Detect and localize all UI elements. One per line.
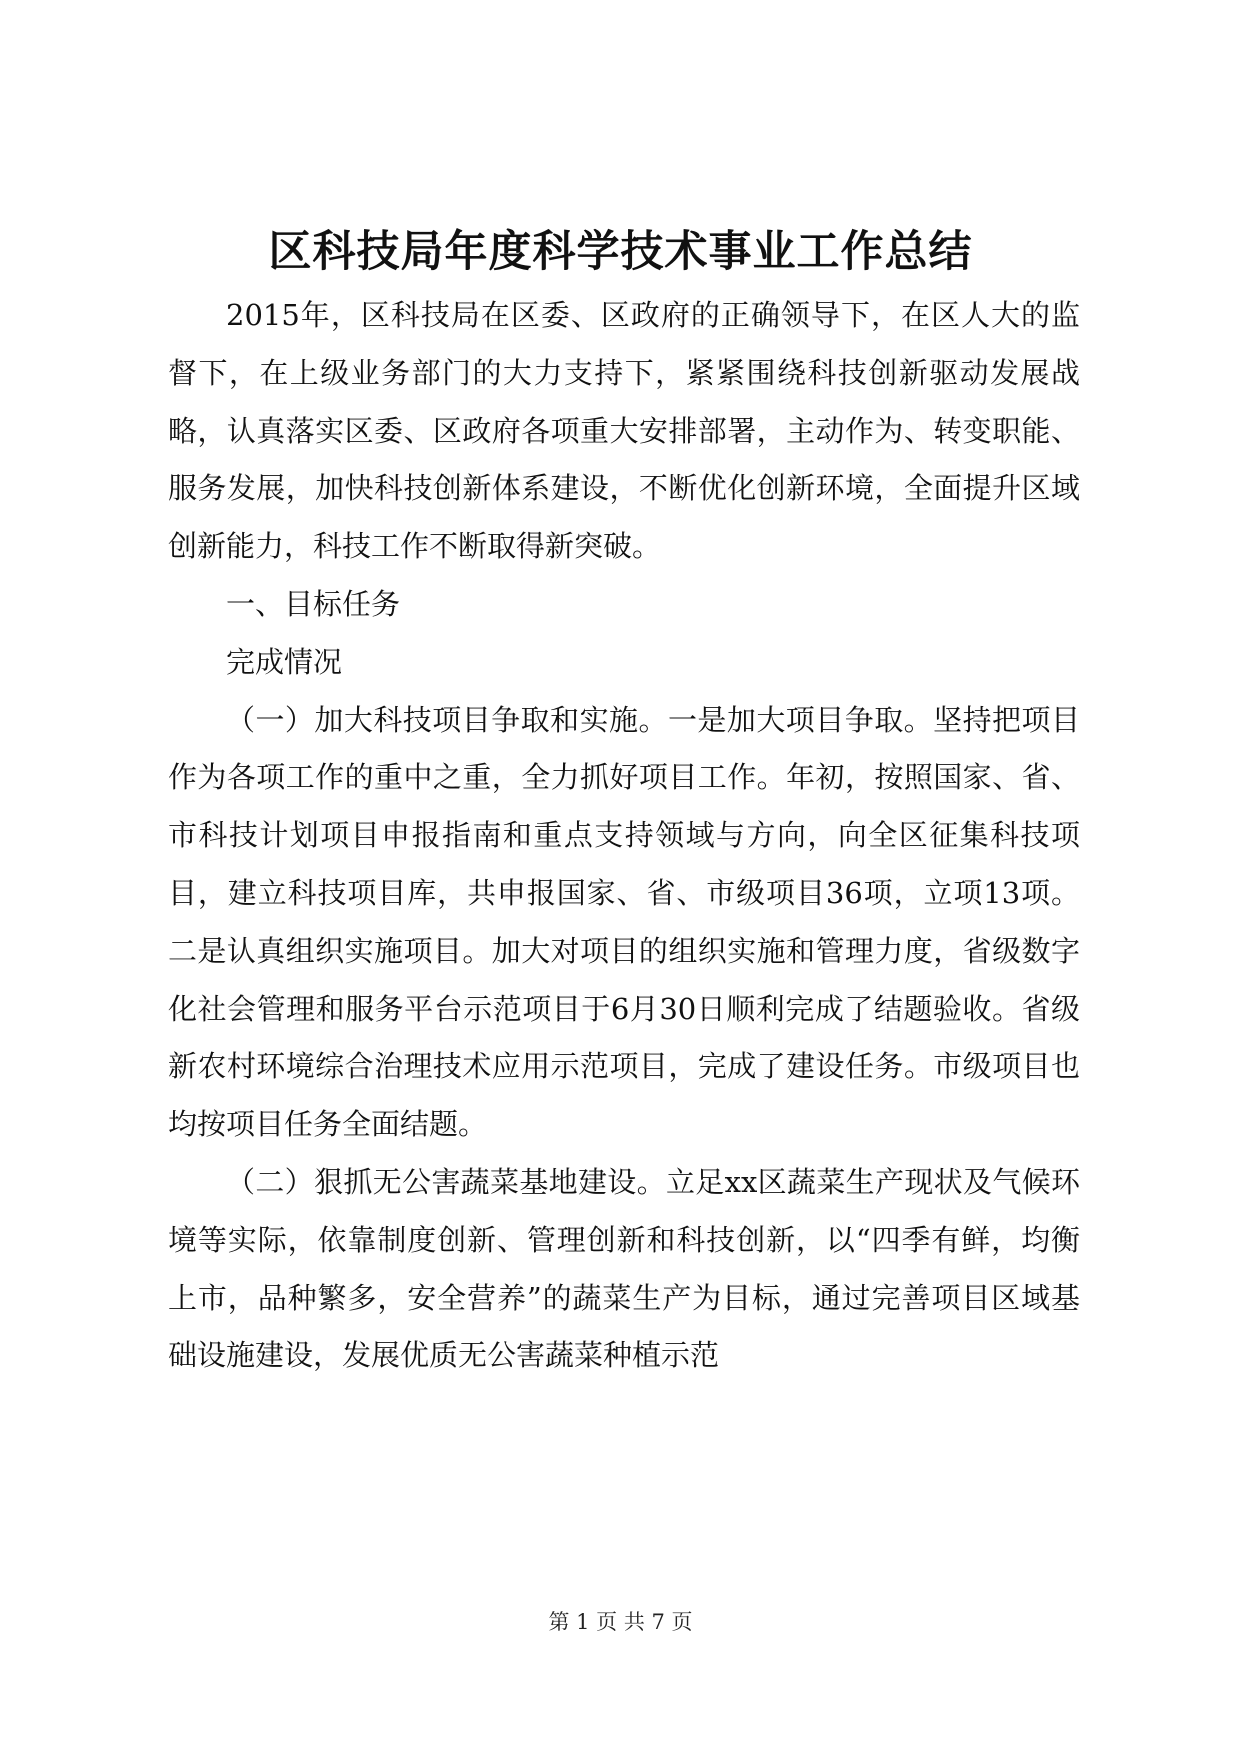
section-heading-targets: 一、目标任务	[226, 586, 401, 621]
page-footer: 第 1 页 共 7 页	[548, 1610, 693, 1634]
paragraph-vegetables: （二）狠抓无公害蔬菜基地建设。立足xx区蔬菜生产现状及气候环境等实际，依靠制度创新、管理创新和科技创新，以“四季有鲜，均衡上市，品种繁多，安全营养”的蔬菜生产为目标，通过完善项目区域基础设施建设，发展优质无公害蔬菜种植示范	[168, 1164, 1080, 1373]
paragraph-intro: 2015年，区科技局在区委、区政府的正确领导下，在区人大的监督下，在上级业务部门的大力支持下，紧紧围绕科技创新驱动发展战略，认真落实区委、区政府各项重大安排部署，主动作为、转变职能、服务发展，加快科技创新体系建设，不断优化创新环境，全面提升区域创新能力，科技工作不断取得新突破。	[168, 298, 1080, 564]
document-title: 区科技局年度科学技术事业工作总结	[268, 227, 973, 277]
paragraph-projects: （一）加大科技项目争取和实施。一是加大项目争取。坚持把项目作为各项工作的重中之重，全力抓好项目工作。年初，按照国家、省、市科技计划项目申报指南和重点支持领域与方向，向全区征集科技项目，建立科技项目库，共申报国家、省、市级项目36项，立项13项。二是认真组织实施项目。加大对项目的组织实施和管理力度，省级数字化社会管理和服务平台示范项目于6月30日顺利完成了结题验收。省级新农村环境综合治理技术应用示范项目，完成了建设任务。市级项目也均按项目任务全面结题。	[168, 702, 1080, 1142]
document-body	[168, 287, 1080, 1385]
section-subheading-completion: 完成情况	[226, 644, 343, 679]
